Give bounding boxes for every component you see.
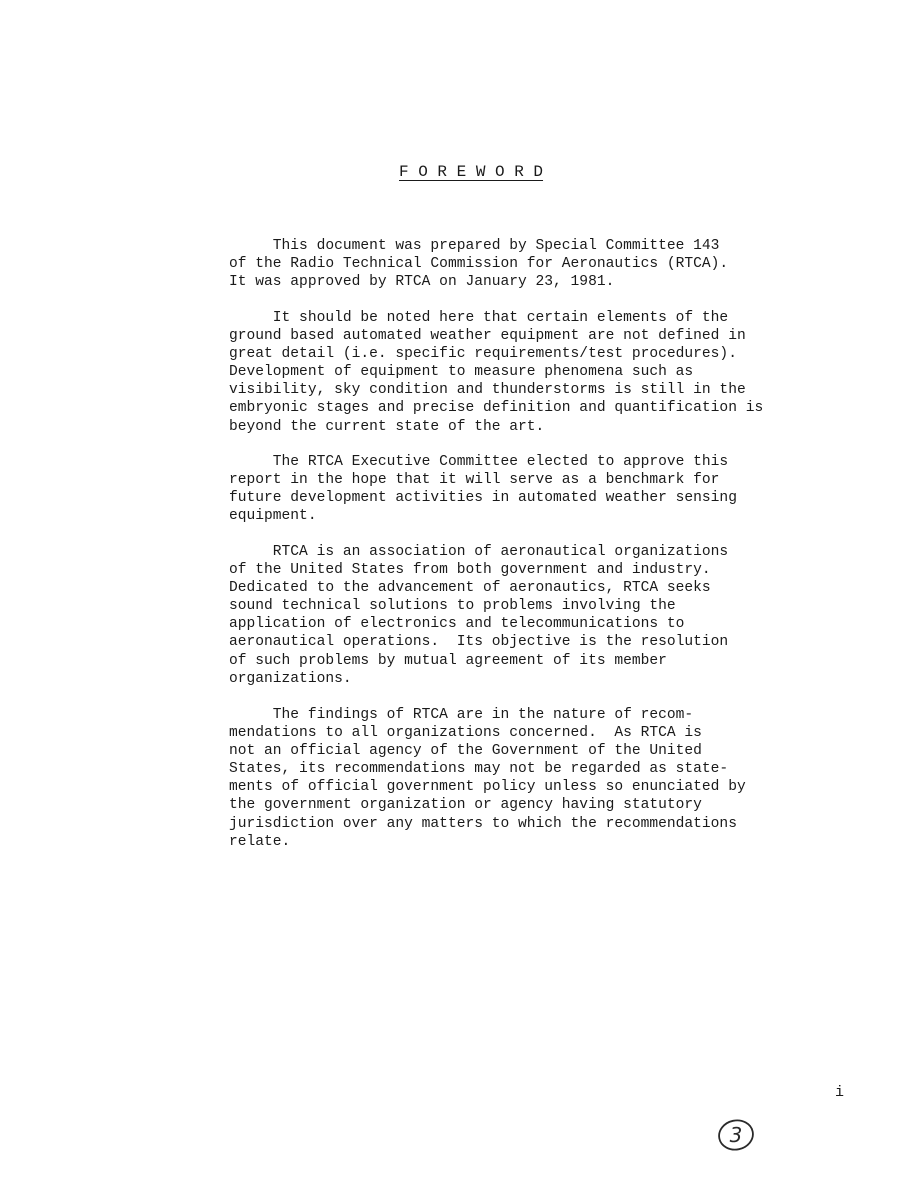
page-number: i: [835, 1084, 845, 1101]
paragraph-executive-committee: The RTCA Executive Committee elected to approve this report in the hope that it will serve as a benchmark for future development activities in automated weather sensing equipment.: [229, 454, 737, 525]
stamp-number: 3: [729, 1123, 743, 1147]
page-title: F O R E W O R D: [399, 163, 544, 181]
paragraph-preparation: This document was prepared by Special Committee 143 of the Radio Technical Commission for Aeronautics (RTCA). It was approved by RTCA on January 23, 1981.: [229, 238, 729, 291]
paragraph-note: It should be noted here that certain elements of the ground based automated weather equipment are not defined in great detail (i.e. specific requirements/test procedures). Development of equipment to measure phenomena such as visibility, sky condition and thunderstorms is still in the embryonic stages and precise definition and quantification is beyond the current state of the art.: [229, 310, 764, 435]
handwritten-circled-number-stamp: [716, 1117, 756, 1153]
paragraph-findings: The findings of RTCA are in the nature of recom- mendations to all organizations concerned. As RTCA is not an official agency of the Government of the United States, its recommendations may not be regarded as state- ments of official government policy unless so enunciated by the government organization or agency having statutory jurisdiction over any matters to which the recommendations relate.: [229, 707, 746, 850]
paragraph-rtca-association: RTCA is an association of aeronautical organizations of the United States from both government and industry. Dedicated to the advancement of aeronautics, RTCA seeks sound technical solutions to problems involving the application of electronics and telecommunications to aeronautical operations. Its objective is the resolution of such problems by mutual agreement of its member organizations.: [229, 544, 729, 687]
